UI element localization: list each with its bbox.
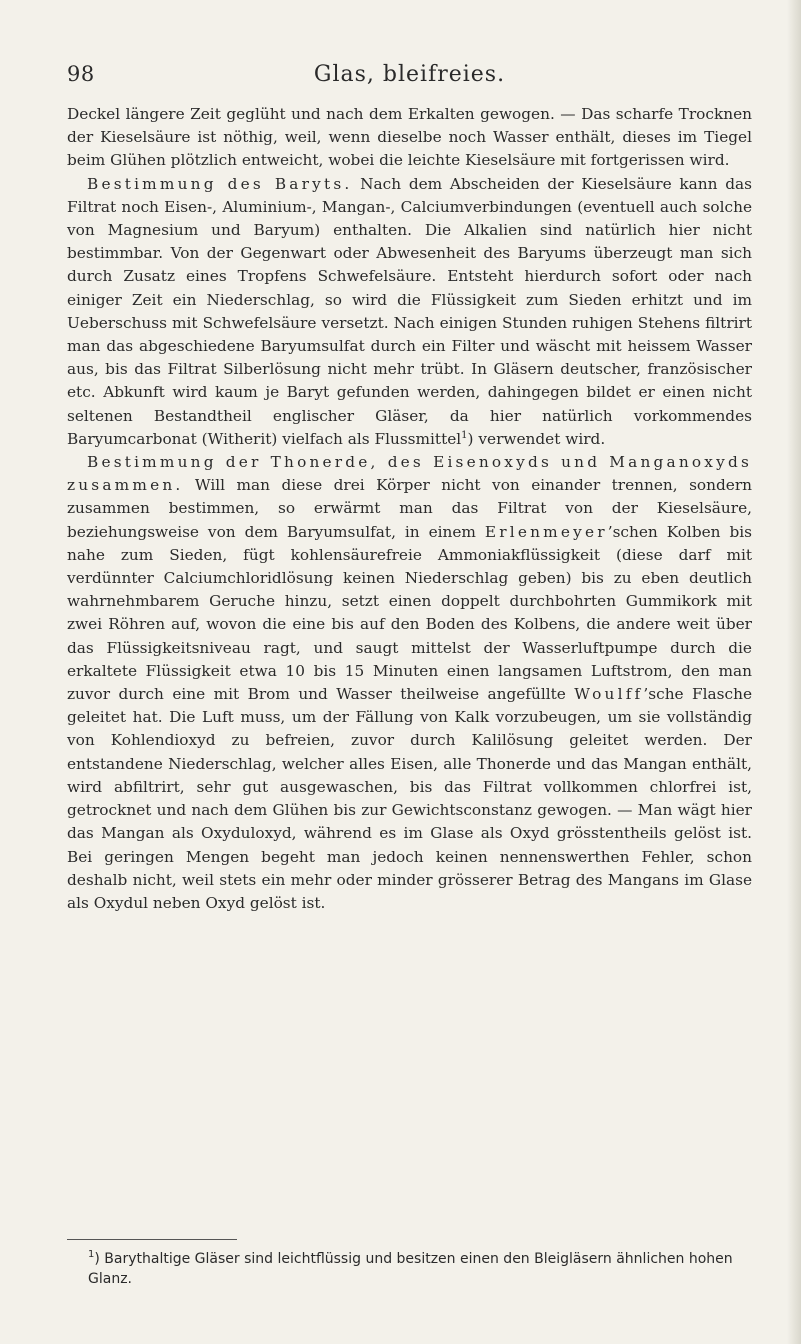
- paragraph-thonerde: [67, 451, 752, 915]
- footnote-ref[interactable]: 1: [461, 429, 468, 441]
- footnote-text: ) Barythaltige Gläser sind leichtflüssig und besitzen einen den Bleigläsern ähnlichen hohen Glanz.: [88, 1251, 733, 1287]
- page-edge-shadow: [787, 0, 801, 1344]
- paragraph-1-text: Deckel längere Zeit geglüht und nach dem Erkalten gewogen. — Das scharfe Trocknen der Kieselsäure ist nöthig, weil, wenn dieselbe noch Wasser enthält, dieses im Tiegel beim Glühen plötzlich entweicht, wobei die leichte Kieselsäure mit fortgerissen wird.: [67, 105, 752, 170]
- paragraph-baryt: [67, 173, 752, 451]
- paragraph-1: [67, 103, 752, 173]
- running-title: Glas, bleifreies.: [313, 62, 506, 87]
- page-header: [67, 62, 752, 96]
- footnote: [67, 1249, 752, 1289]
- body-text: [67, 103, 752, 915]
- footnote-line: [67, 1249, 752, 1289]
- section-heading-thonerde: Bestimmung der Thonerde, des Eisenoxyds und Manganoxyds zusammen.: [67, 453, 752, 495]
- paragraph-baryt-text-b: ) verwendet wird.: [467, 429, 606, 448]
- paragraph-thonerde-text-a: Will man diese drei Körper nicht von einander trennen, sondern zusammen bestimmen, so erwärmt man das Filtrat von der Kieselsäure, beziehungsweise von dem Baryumsulfat, in einem: [67, 476, 752, 541]
- page-number: 98: [67, 62, 95, 86]
- paragraph-thonerde-text-b: ’schen Kolben bis nahe zum Sieden, fügt kohlensäurefreie Ammoniakflüssigkeit (diese darf mit verdünnter Calciumchloridlösung keinen Niederschlag geben) bis zu eben deutlich wahrnehmbarem Geruche hinzu, setzt einen doppelt durchbohrten Gummikork mit zwei Röhren auf, wovon die eine bis auf den Boden des Kolbens, die andere weit über das Flüssigkeitsniveau ragt, und saugt mittelst der Wasserluftpumpe durch die erkaltete Flüssigkeit etwa 10 bis 15 Minuten einen langsamen Luftstrom, den man zuvor durch eine mit Brom und Wasser theilweise angefüllte: [67, 522, 752, 704]
- section-heading-baryt: Bestimmung des Baryts.: [87, 174, 353, 193]
- person-name-woulff: Woulff: [574, 685, 644, 704]
- person-name-erlenmeyer: Erlenmeyer: [484, 522, 608, 541]
- paragraph-thonerde-text-c: ’sche Flasche geleitet hat. Die Luft muss, um der Fällung von Kalk vorzubeugen, um sie vollständig von Kohlendioxyd zu befreien, zuvor durch Kalilösung geleitet werden. Der entstandene Niederschlag, welcher alles Eisen, alle Thonerde und das Mangan enthält, wird abfiltrirt, sehr gut ausgewaschen, bis das Filtrat vollkommen chlorfrei ist, getrocknet und nach dem Glühen bis zur Gewichtsconstanz gewogen. — Man wägt hier das Mangan als Oxyduloxyd, während es im Glase als Oxyd grösstentheils gelöst ist. Bei geringen Mengen begeht man jedoch keinen nennenswerthen Fehler, schon deshalb nicht, weil stets ein mehr oder minder grösserer Betrag des Mangans im Glase als Oxydul neben Oxyd gelöst ist.: [67, 685, 752, 912]
- footnote-marker: 1: [88, 1249, 95, 1260]
- paragraph-baryt-text-a: Nach dem Abscheiden der Kieselsäure kann das Filtrat noch Eisen-, Aluminium-, Mangan-, Calciumverbindungen (eventuell auch solche von Magnesium und Baryum) enthalten. Die Alkalien sind natürlich hier nicht bestimmbar. Von der Gegenwart oder Abwesenheit des Baryums überzeugt man sich durch Zusatz eines Tropfens Schwefelsäure. Entsteht hierdurch sofort oder nach einiger Zeit ein Niederschlag, so wird die Flüssigkeit zum Sieden erhitzt und im Ueberschuss mit Schwefelsäure versetzt. Nach einigen Stunden ruhigen Stehens filtrirt man das abgeschiedene Baryumsulfat durch ein Filter und wäscht mit heissem Wasser aus, bis das Filtrat Silberlösung nicht mehr trübt. In Gläsern deutscher, französischer etc. Abkunft wird kaum je Baryt gefunden werden, dahingegen bildet er einen nicht seltenen Bestandtheil englischer Gläser, da hier natürlich vorkommendes Baryumcarbonat (Witherit) vielfach als Flussmittel: [67, 174, 752, 448]
- footnote-divider: [67, 1239, 237, 1240]
